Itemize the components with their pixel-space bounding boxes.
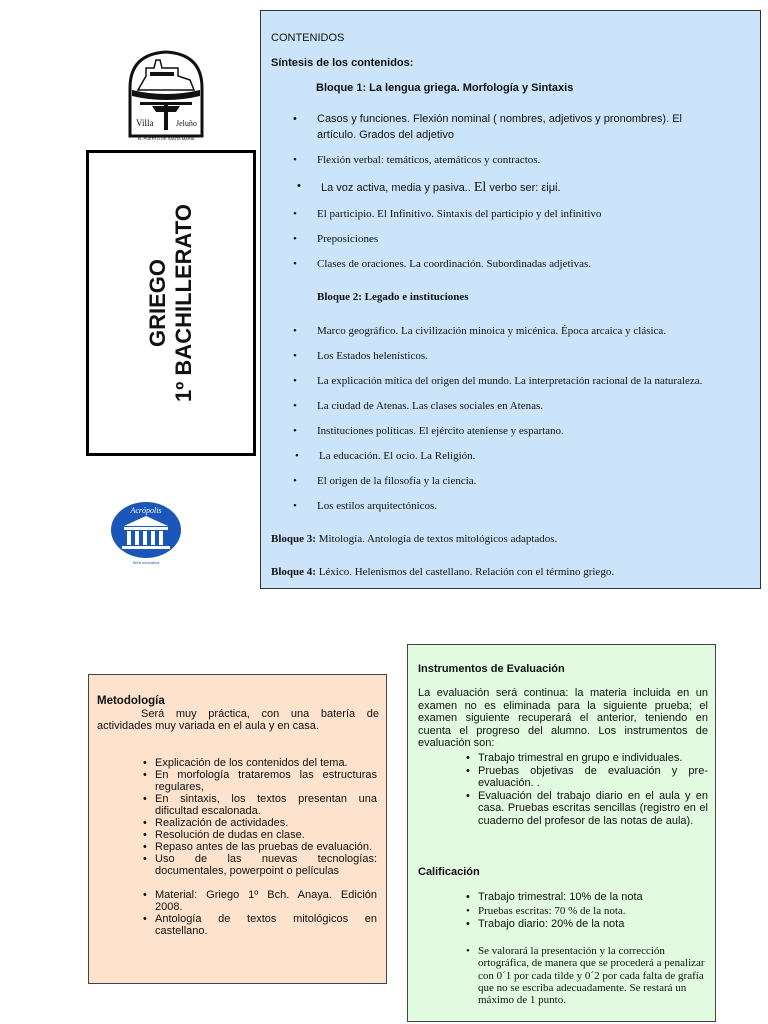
block3-line: Bloque 3: Mitología. Antología de textos mitológicos adaptados. [271,533,558,545]
block2-item: • Los estilos arquitectónicos. [317,500,437,512]
grading-title: Calificación [418,866,480,878]
block1-item: • El participio. El Infinitivo. Sintaxis del participio y del infinitivo [317,208,601,220]
list-item: • Trabajo diario: 20% de la nota [478,918,708,932]
contents-heading: CONTENIDOS [271,32,345,44]
list-item: • Realización de actividades. [155,817,377,829]
list-item: • Trabajo trimestral en grupo e individuales. [478,752,708,765]
block2-item: • La educación. El ocio. La Religión. [319,450,475,462]
block2-item: • El origen de la filosofía y la ciencia. [317,475,476,487]
block1-item: • La voz activa, media y pasiva.. El verbo ser: εἰμί. [321,180,561,196]
block2-item: • Los Estados helenísticos. [317,350,428,362]
list-item: • Explicación de los contenidos del tema. [155,757,377,769]
svg-text:Web educativa: Web educativa [132,560,160,565]
synthesis-heading: Síntesis de los contenidos: [271,57,414,69]
methodology-title: Metodología [97,695,165,707]
list-item: • Material: Griego 1º Bch. Anaya. Edición 2008. [155,889,377,913]
svg-text:Villa: Villa [136,118,154,128]
svg-text:Acrópolis: Acrópolis [130,506,162,515]
list-item: • Uso de las nuevas tecnologías: documentales, powerpoint o películas [155,853,377,877]
list-item: • Evaluación del trabajo diario en el aula y en casa. Pruebas escritas sencillas (registro en el cuaderno del profesor de las notas de aula). [478,790,708,828]
list-item: • Resolución de dudas en clase. [155,829,377,841]
block4-line: Bloque 4: Léxico. Helenismos del castellano. Relación con el término griego. [271,566,615,578]
school-logo [124,46,208,142]
list-item: • Repaso antes de las pruebas de evaluación. [155,841,377,853]
svg-text:EL PUERTO DE SANTA MARIA: EL PUERTO DE SANTA MARIA [137,136,195,141]
block2-item: • Instituciones políticas. El ejército ateniense y espartano. [317,425,564,437]
methodology-intro: Será muy práctica, con una batería de actividades muy variada en el aula y en casa. [97,708,379,732]
list-item: • Trabajo trimestral: 10% de la nota [478,891,708,905]
contents-panel [260,10,761,589]
title-line-subject: GRIEGO [145,259,170,348]
acropolis-logo [108,500,184,566]
list-item: • En morfología trataremos las estructuras regulares, [155,769,377,793]
course-title [145,204,197,402]
block2-title: Bloque 2: Legado e instituciones [317,291,469,303]
block1-title: Bloque 1: La lengua griega. Morfología y Sintaxis [316,82,574,94]
grading-list [478,891,708,932]
evaluation-intro: La evaluación será continua: la materia incluida en un examen no es eliminada para la siguiente prueba; el examen siguiente recuperará el anterior, teniendo en cuenta el progreso del alumno. Los instrumentos de evaluación son: [418,687,708,750]
list-item: • Antología de textos mitológicos en castellano. [155,913,377,937]
evaluation-title: Instrumentos de Evaluación [418,663,565,675]
block1-item: • Flexión verbal: temáticos, atemáticos y contractos. [317,154,540,166]
block1-item: • Preposiciones [317,233,378,245]
grading-note-list [478,945,708,1006]
block1-item: • Clases de oraciones. La coordinación. Subordinadas adjetivas. [317,258,591,270]
block2-item: • La explicación mítica del origen del mundo. La interpretación racional de la naturaleza. [317,375,702,387]
list-item: • Pruebas escritas: 70 % de la nota. [478,905,708,919]
list-item: • Pruebas objetivas de evaluación y pre-evaluación. . [478,765,708,790]
svg-text:Jeluño: Jeluño [176,119,197,128]
evaluation-instruments-list [478,752,708,827]
block2-item: • La ciudad de Atenas. Las clases sociales en Atenas. [317,400,543,412]
block2-item: • Marco geográfico. La civilización minoica y micénica. Época arcaica y clásica. [317,325,666,337]
title-line-level: 1º BACHILLERATO [171,204,196,402]
block1-item: • Casos y funciones. Flexión nominal ( nombres, adjetivos y pronombres). El [317,113,682,125]
block1-item-cont: artículo. Grados del adjetivo [317,129,454,141]
evaluation-panel [407,644,716,1022]
grading-note: • Se valorará la presentación y la corrección ortográfica, de manera que se procederá a penalizar con 0´1 por cada tilde y 0´2 por cada falta de grafía que no se escriba adecuadamente. Se restará un máximo de 1 punto. [478,945,708,1006]
list-item: • En sintaxis, los textos presentan una dificultad escalonada. [155,793,377,817]
course-title-box [86,150,256,456]
methodology-panel [88,674,387,984]
methodology-list [155,757,377,937]
